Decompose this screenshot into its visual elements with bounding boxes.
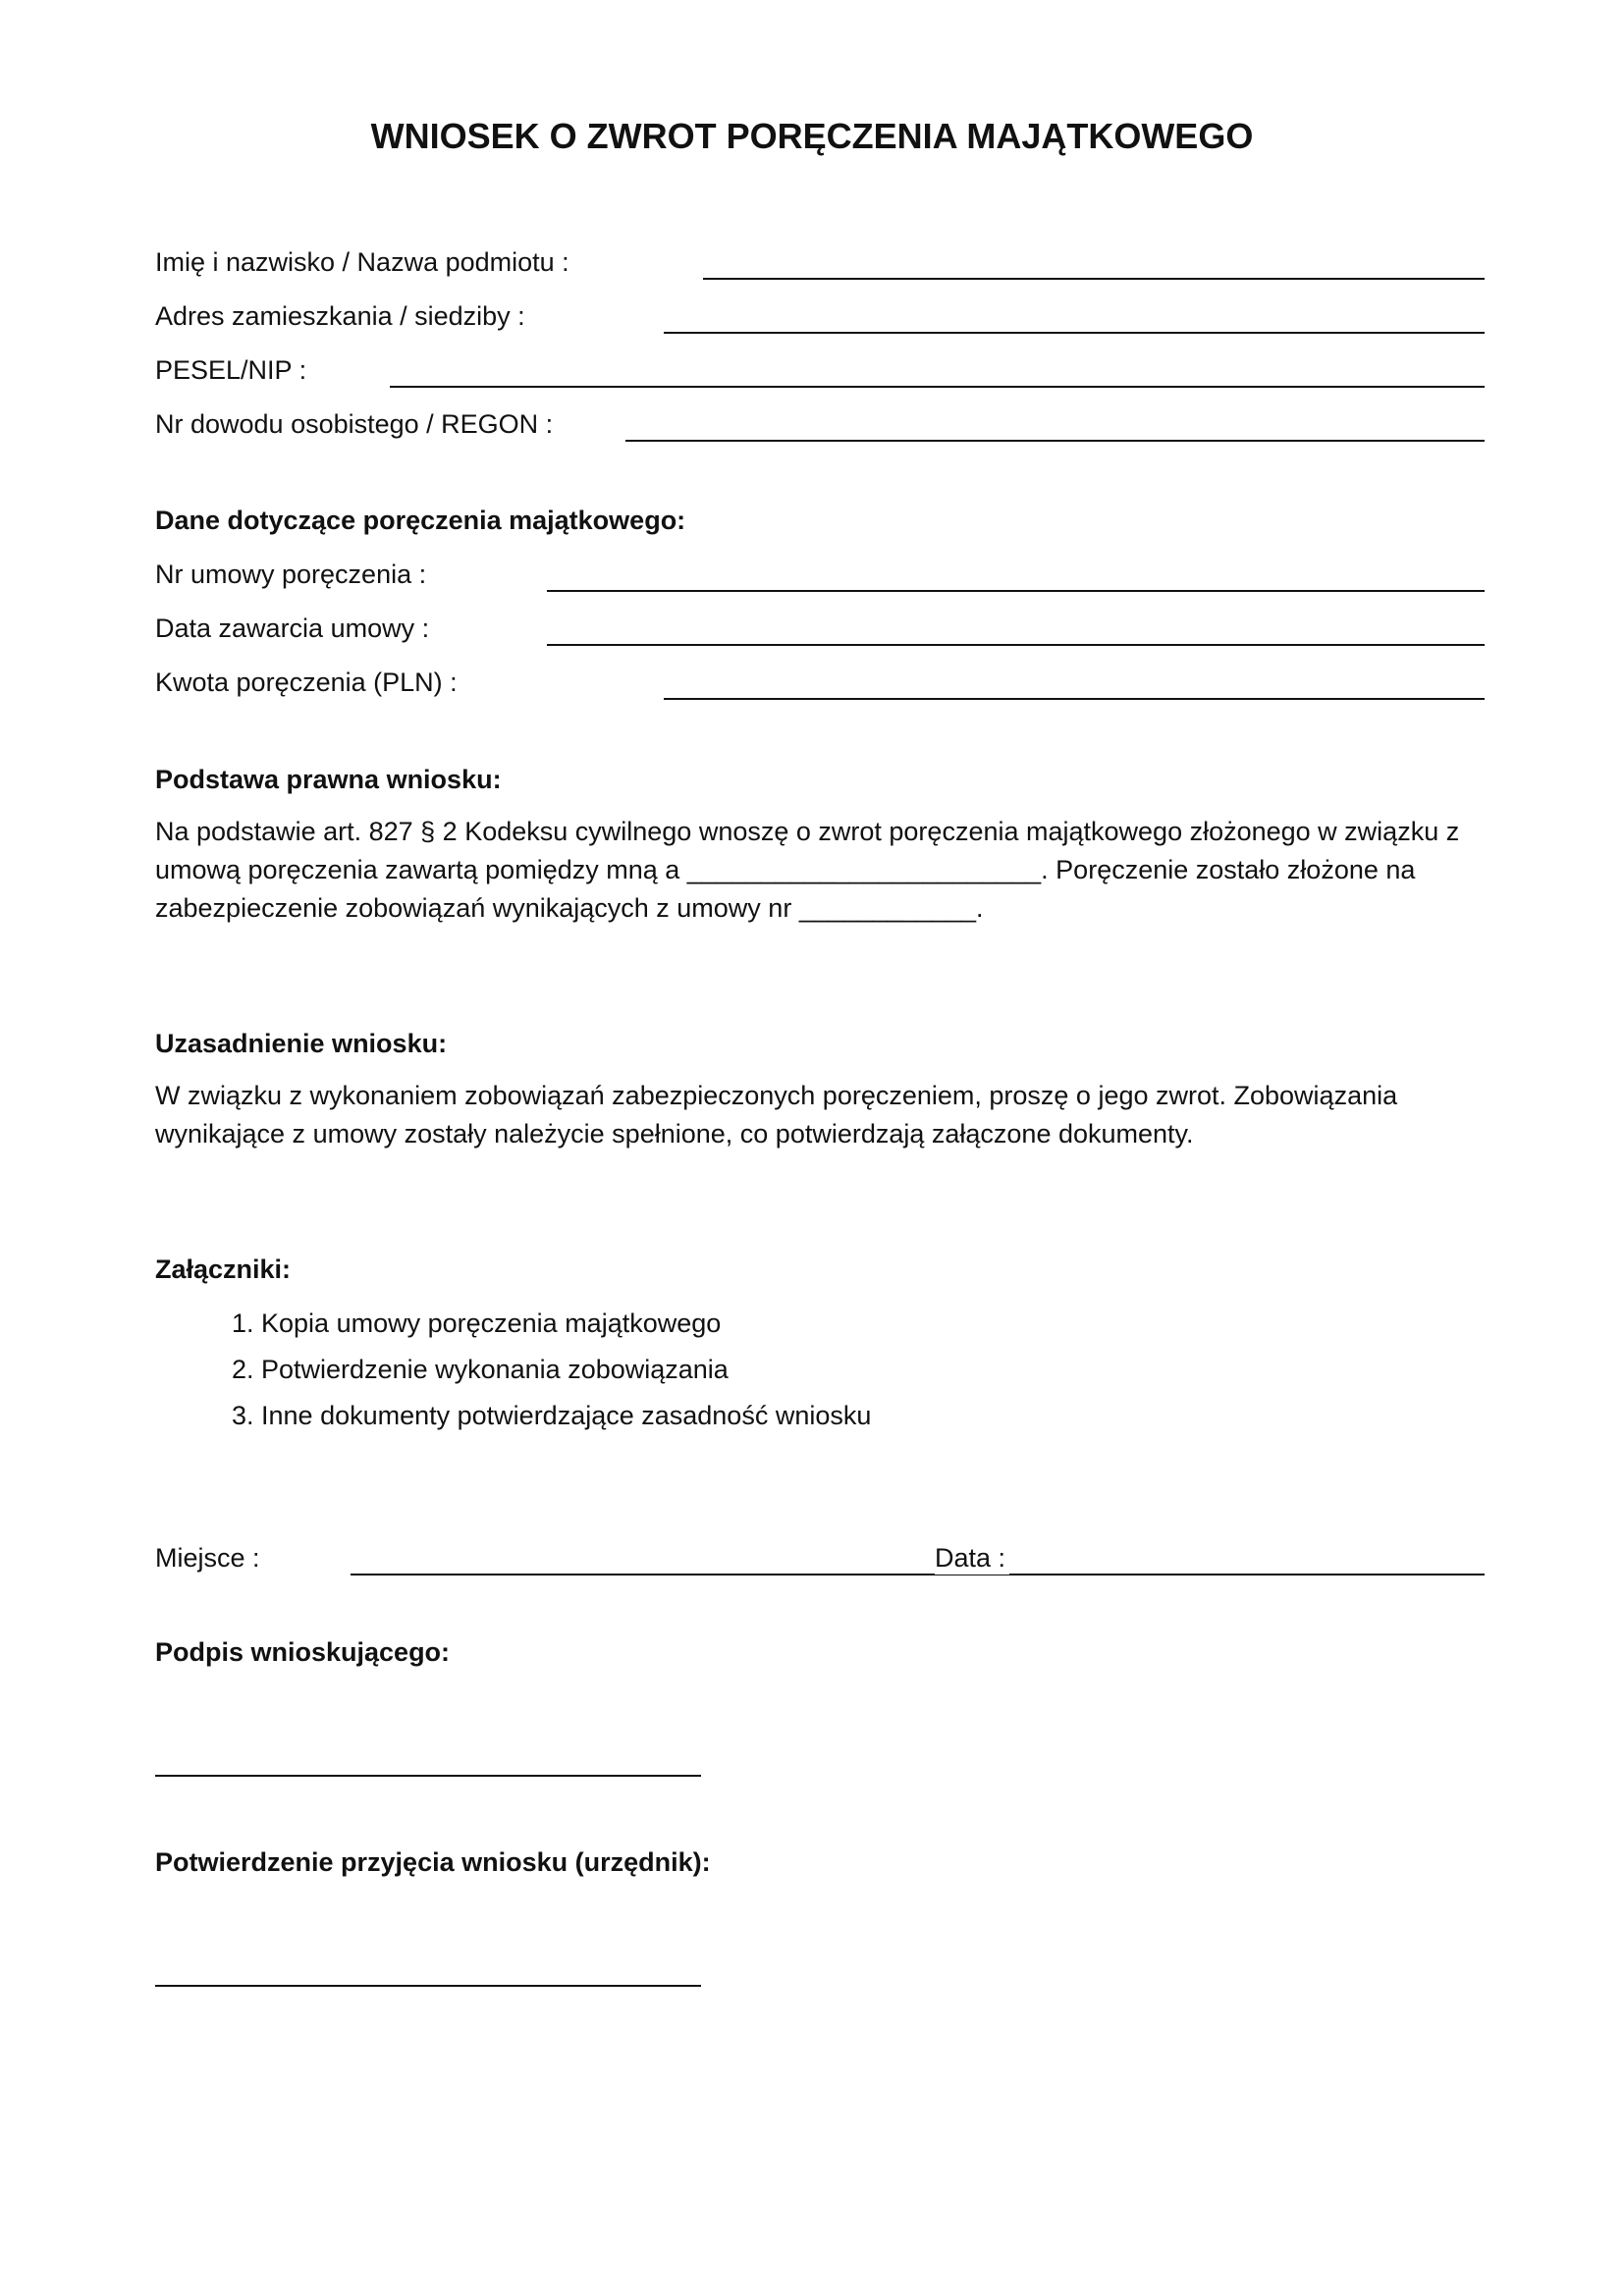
place-date-field[interactable] — [351, 1574, 1485, 1575]
justification-paragraph: W związku z wykonaniem zobowiązań zabezpieczonych poręczeniem, proszę o jego zwrot. Zobowiązania wynikające z umowy zostały należycie spełnione, co potwierdzają załączone dokumenty. — [155, 1081, 1398, 1148]
legal-basis-text-1: Na podstawie art. 827 § 2 Kodeksu cywilnego wnoszę o zwrot poręczenia majątkowego złożonego w związku z umową poręczenia zawartą pomiędzy mną a — [155, 817, 1460, 884]
clerk-confirmation-heading: Potwierdzenie przyjęcia wniosku (urzędnik): — [155, 1847, 711, 1877]
counterparty-blank[interactable]: ________________________ — [686, 855, 1042, 884]
id-regon-label: Nr dowodu osobistego / REGON : — [155, 409, 554, 439]
document-title: WNIOSEK O ZWROT PORĘCZENIA MAJĄTKOWEGO — [370, 116, 1254, 156]
amount-field[interactable] — [664, 698, 1485, 700]
address-field[interactable] — [664, 332, 1485, 334]
legal-basis-text-2: . Poręczenie zostało złożone na zabezpieczenie zobowiązań wynikających z umowy nr — [155, 855, 1416, 923]
pesel-nip-label: PESEL/NIP : — [155, 355, 307, 385]
contract-number-label: Nr umowy poręczenia : — [155, 560, 427, 589]
justification-heading: Uzasadnienie wniosku: — [155, 1029, 448, 1058]
guarantee-heading: Dane dotyczące poręczenia majątkowego: — [155, 506, 686, 535]
legal-basis-text-3: . — [976, 893, 984, 923]
attachment-item: 3. Inne dokumenty potwierdzające zasadność wniosku — [232, 1401, 872, 1430]
clerk-signature-line[interactable] — [155, 1985, 701, 1987]
pesel-nip-field[interactable] — [390, 386, 1485, 388]
attachments-heading: Załączniki: — [155, 1255, 292, 1284]
name-label: Imię i nazwisko / Nazwa podmiotu : — [155, 247, 569, 277]
applicant-signature-line[interactable] — [155, 1775, 701, 1777]
id-regon-field[interactable] — [625, 440, 1485, 442]
legal-basis-paragraph — [155, 813, 1490, 928]
contract-number-field[interactable] — [547, 590, 1485, 592]
legal-basis-heading: Podstawa prawna wniosku: — [155, 765, 502, 794]
agreement-number-blank[interactable]: ____________ — [798, 893, 977, 923]
place-label: Miejsce : — [155, 1543, 260, 1573]
address-label: Adres zamieszkania / siedziby : — [155, 301, 525, 331]
amount-label: Kwota poręczenia (PLN) : — [155, 667, 458, 697]
contract-date-field[interactable] — [547, 644, 1485, 646]
attachment-item: 2. Potwierdzenie wykonania zobowiązania — [232, 1355, 729, 1384]
contract-date-label: Data zawarcia umowy : — [155, 614, 430, 643]
attachment-item: 1. Kopia umowy poręczenia majątkowego — [232, 1308, 722, 1338]
date-label: Data : — [935, 1541, 1009, 1575]
name-field[interactable] — [703, 278, 1485, 280]
applicant-signature-heading: Podpis wnioskującego: — [155, 1637, 451, 1667]
